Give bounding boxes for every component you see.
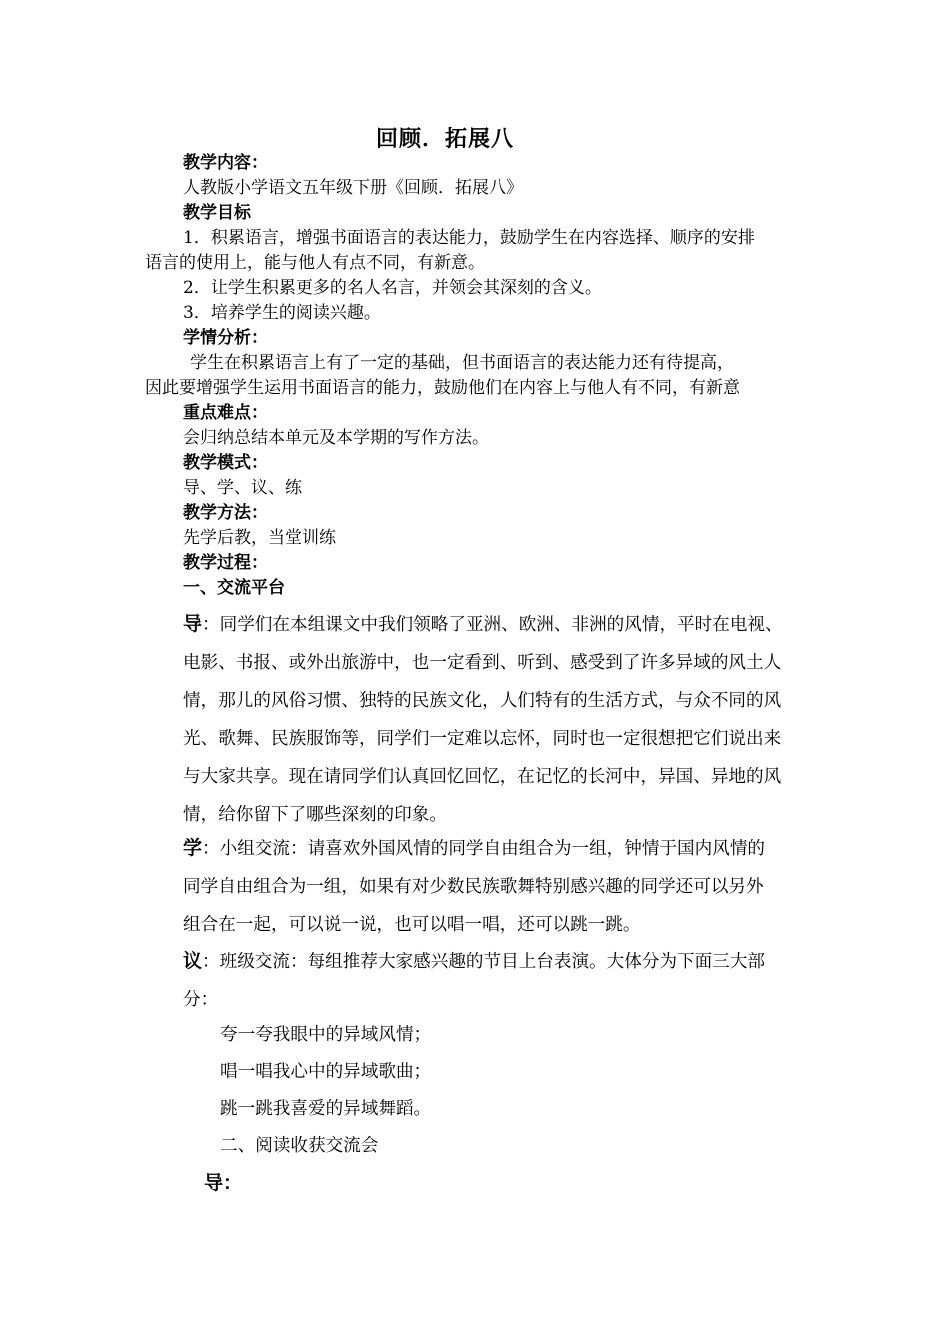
guide-line-3: 情，那儿的风俗习惯、独特的民族文化，人们特有的生活方式，与众不同的风 — [183, 691, 782, 711]
section-2-title: 二、阅读收获交流会 — [220, 1136, 379, 1156]
keypoints-heading: 重点难点： — [183, 403, 268, 423]
list-item: 夸一夸我眼中的异域风情； — [220, 1025, 432, 1045]
discuss-line-2: 分： — [183, 990, 219, 1010]
learn-label: 学 — [183, 837, 203, 859]
learn-line-3: 组合在一起，可以说一说，也可以唱一唱，还可以跳一跳。 — [183, 915, 641, 935]
goal-item-1: 1．积累语言，增强书面语言的表达能力，鼓励学生在内容选择、顺序的安排 — [183, 228, 755, 248]
guide-line-6: 情，给你留下了哪些深刻的印象。 — [183, 805, 447, 825]
goal-item-1-cont: 语言的使用上，能与他人有点不同，有新意。 — [145, 253, 485, 273]
guide-paragraph — [183, 605, 808, 834]
guide-line-1: ：同学们在本组课文中我们领略了亚洲、欧洲、非洲的风情，平时在电视、 — [202, 615, 783, 635]
guide-line-4: 光、歌舞、民族服饰等，同学们一定难以忘怀，同时也一定很想把它们说出来 — [183, 729, 782, 749]
mode-text: 导、学、议、练 — [183, 478, 302, 498]
goal-item-2: 2．让学生积累更多的名人名言，并领会其深刻的含义。 — [183, 278, 602, 298]
guide-2-label: 导： — [204, 1172, 243, 1194]
content-heading: 教学内容： — [183, 153, 268, 173]
keypoints-text: 会归纳总结本单元及本学期的写作方法。 — [183, 428, 489, 448]
discuss-label: 议 — [183, 950, 203, 972]
learn-line-1: ：小组交流：请喜欢外国风情的同学自由组合为一组，钟情于国内风情的 — [202, 839, 766, 859]
guide-line-5: 与大家共享。现在请同学们认真回忆回忆，在记忆的长河中，异国、异地的风 — [183, 767, 782, 787]
goals-heading: 教学目标 — [183, 203, 251, 223]
analysis-line-1: 学生在积累语言上有了一定的基础，但书面语言的表达能力还有待提高， — [190, 353, 734, 373]
content-text: 人教版小学语文五年级下册《回顾．拓展八》 — [183, 178, 523, 198]
analysis-heading: 学情分析： — [183, 328, 268, 348]
method-text: 先学后教，当堂训练 — [183, 528, 336, 548]
method-heading: 教学方法： — [183, 503, 268, 523]
list-item: 唱一唱我心中的异域歌曲； — [220, 1062, 432, 1082]
learn-line-2: 同学自由组合为一组，如果有对少数民族歌舞特别感兴趣的同学还可以另外 — [183, 877, 764, 897]
learn-paragraph — [183, 829, 808, 944]
document-title: 回顾．拓展八 — [375, 126, 514, 152]
process-heading: 教学过程： — [183, 553, 268, 573]
guide-line-2: 电影、书报、或外出旅游中，也一定看到、听到、感受到了许多异域的风土人 — [183, 653, 782, 673]
analysis-line-2: 因此要增强学生运用书面语言的能力，鼓励他们在内容上与他人有不同，有新意 — [145, 378, 740, 398]
list-item: 跳一跳我喜爱的异域舞蹈。 — [220, 1099, 432, 1119]
discuss-paragraph — [183, 942, 808, 1019]
mode-heading: 教学模式： — [183, 453, 268, 473]
goal-item-3: 3．培养学生的阅读兴趣。 — [183, 303, 381, 323]
section-1-title: 一、交流平台 — [183, 578, 285, 598]
guide-label: 导 — [183, 613, 203, 635]
discuss-line-1: ：班级交流：每组推荐大家感兴趣的节目上台表演。大体分为下面三大部 — [202, 952, 766, 972]
